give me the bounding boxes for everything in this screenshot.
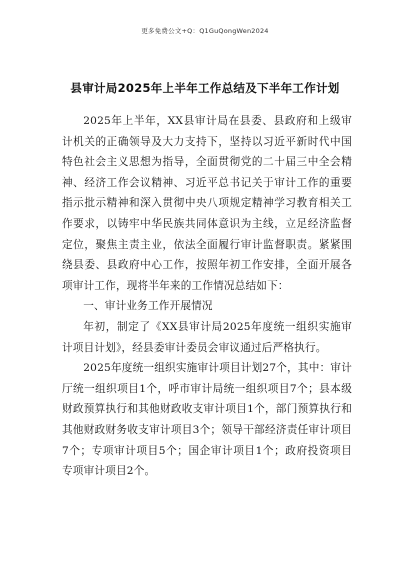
body-paragraph: 2025年度统一组织实施审计项目计划27个，其中：审计厅统一组织项目1个，呼市审计局统一组织项目7个；县本级财政预算执行和其他财政收支审计项目1个，部门预算执行和其他财政财务收支审计项目3个；领导干部经济责任审计项目7个；专项审计项目5个；国企审计项目1个；政府投资项目专项审计项目2个。 [62, 362, 352, 478]
header-note: 更多免费公文+Q：Q1GuQongWen2024 [141, 27, 269, 35]
intro-paragraph: 2025年上半年，XX县审计局在县委、县政府和上级审计机关的正确领导及大力支持下，坚持以习近平新时代中国特色社会主义思想为指导，全面贯彻党的二十届三中全会精神、经济工作会议精神、习近平总书记关于审计工作的重要指示批示精神和深入贯彻中央八项规定精神学习教育相关工作要求，以铸牢中华民族共同体意识为主线，立足经济监督定位，聚焦主责主业，依法全面履行审计监督职责。紧紧围绕县委、县政府中心工作，按照年初工作安排，全面开展各项审计工作，现将半年来的工作情况总结如下： [62, 115, 352, 292]
document-body [62, 111, 352, 482]
body-paragraph: 年初，制定了《XX县审计局2025年度统一组织实施审计项目计划》，经县委审计委员会审议通过后严格执行。 [62, 320, 352, 354]
section-heading: 一、审计业务工作开展情况 [83, 300, 213, 313]
document-title: 县审计局2025年上半年工作总结及下半年工作计划 [70, 81, 340, 95]
